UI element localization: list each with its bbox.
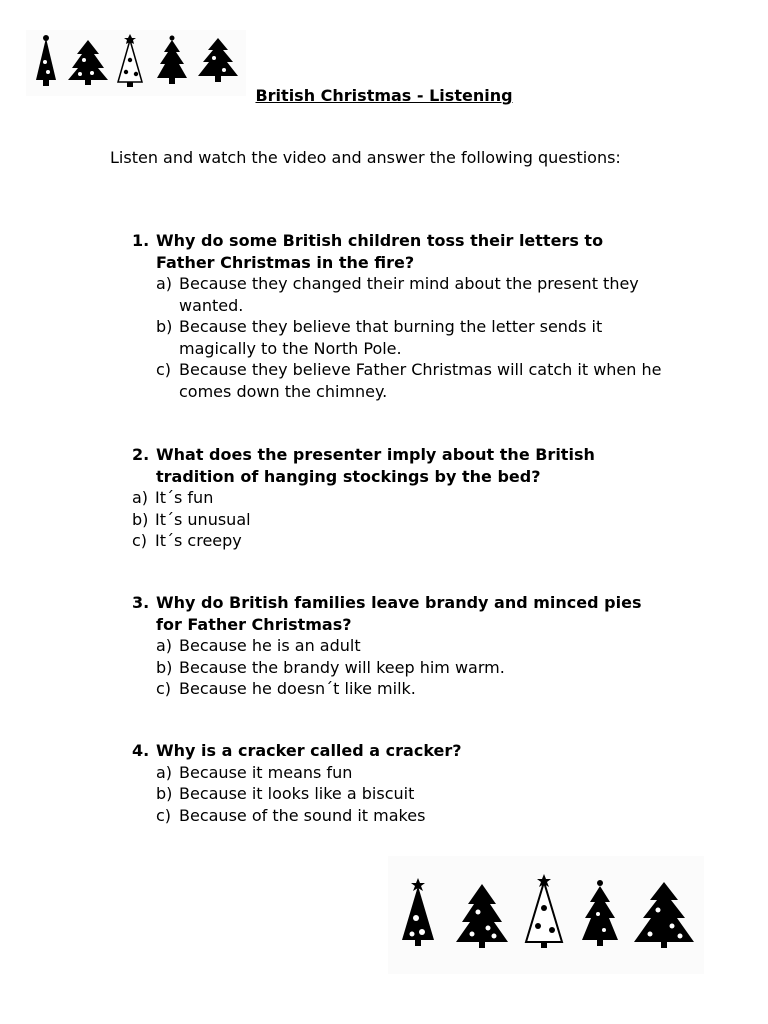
question-number: 2. xyxy=(132,445,150,464)
answer-option xyxy=(132,783,692,805)
option-label: c) xyxy=(156,805,172,825)
answer-option xyxy=(132,316,692,359)
option-label: c) xyxy=(156,679,172,698)
answer-option xyxy=(132,805,692,827)
question-number: 1. xyxy=(132,231,150,250)
christmas-tree-icon xyxy=(36,35,56,86)
option-label: c) xyxy=(132,531,148,550)
worksheet-title: British Christmas - Listening xyxy=(255,86,513,105)
christmas-tree-icon xyxy=(68,40,108,85)
christmas-tree-icon xyxy=(157,36,187,85)
answer-option xyxy=(132,678,692,700)
option-text: Because they believe that burning the letter sends it magically to the North Pole. xyxy=(179,317,603,358)
question-1 xyxy=(132,230,692,402)
question-3 xyxy=(132,592,692,700)
option-label: b) xyxy=(132,509,149,529)
christmas-tree-icon xyxy=(456,884,508,948)
option-text: Because it looks like a biscuit xyxy=(179,784,415,803)
answer-option xyxy=(132,657,692,679)
christmas-tree-icon xyxy=(634,882,694,948)
christmas-trees-footer xyxy=(388,856,704,974)
option-text: Because they changed their mind about the present they wanted. xyxy=(179,274,639,315)
question-number: 3. xyxy=(132,593,150,612)
christmas-tree-icon xyxy=(526,874,562,948)
question-2 xyxy=(132,444,692,552)
answer-option xyxy=(132,273,692,316)
option-text: Because the brandy will keep him warm. xyxy=(179,657,505,677)
question-4 xyxy=(132,740,692,826)
answer-option xyxy=(132,487,692,509)
option-text: It´s unusual xyxy=(155,509,251,529)
answer-option xyxy=(132,762,692,784)
option-text: Because of the sound it makes xyxy=(179,805,426,825)
question-text: What does the presenter imply about the British tradition of hanging stockings by the bed? xyxy=(156,445,595,486)
option-label: a) xyxy=(156,762,173,782)
option-label: b) xyxy=(156,784,173,803)
christmas-tree-icon xyxy=(582,880,618,946)
answer-option xyxy=(132,509,692,531)
option-label: b) xyxy=(156,657,173,677)
answer-option xyxy=(132,359,692,402)
instructions-text: Listen and watch the video and answer the following questions: xyxy=(110,148,621,167)
answer-option xyxy=(132,530,692,552)
option-label: a) xyxy=(132,488,149,507)
question-text: Why do British families leave brandy and minced pies for Father Christmas? xyxy=(156,593,642,634)
question-text: Why do some British children toss their letters to Father Christmas in the fire? xyxy=(156,231,604,272)
option-label: c) xyxy=(156,360,172,379)
answer-option xyxy=(132,635,692,657)
option-text: Because he is an adult xyxy=(179,636,361,655)
option-text: It´s fun xyxy=(155,488,214,507)
option-label: b) xyxy=(156,317,173,336)
option-text: Because they believe Father Christmas will catch it when he comes down the chimney. xyxy=(179,360,662,401)
question-text: Why is a cracker called a cracker? xyxy=(156,741,462,760)
option-label: a) xyxy=(156,636,173,655)
christmas-tree-icon xyxy=(198,38,238,82)
christmas-tree-icon xyxy=(402,878,434,946)
option-text: Because it means fun xyxy=(179,762,353,782)
question-number: 4. xyxy=(132,741,150,760)
option-text: It´s creepy xyxy=(155,531,242,550)
option-text: Because he doesn´t like milk. xyxy=(179,679,416,698)
option-label: a) xyxy=(156,274,173,293)
christmas-tree-icon xyxy=(118,34,142,87)
